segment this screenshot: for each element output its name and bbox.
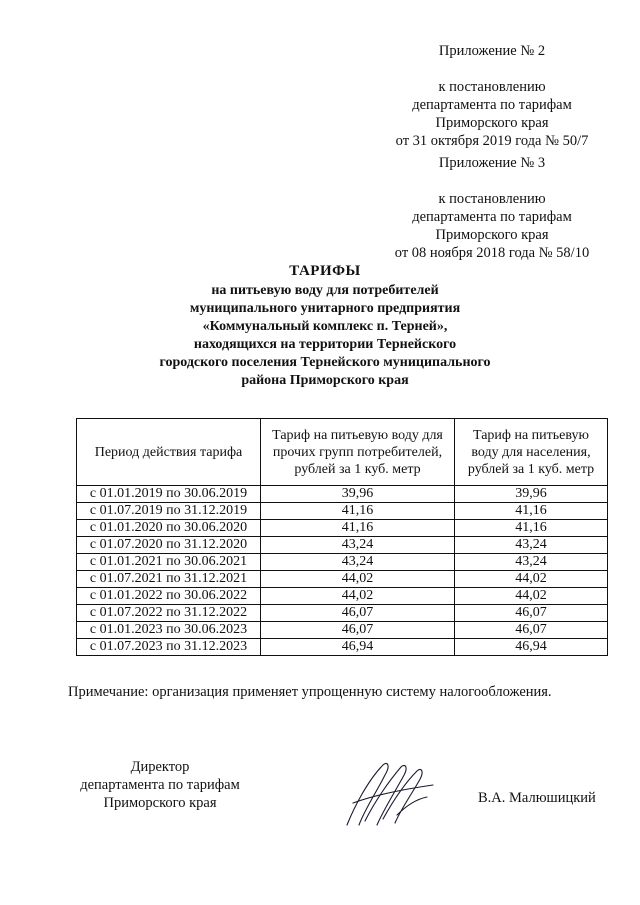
handwritten-signature	[335, 755, 445, 833]
cell-period: с 01.01.2019 по 30.06.2019	[77, 486, 261, 503]
title-line: муниципального унитарного предприятия	[189, 301, 461, 316]
cell-tariff-other: 46,07	[261, 605, 455, 622]
cell-tariff-other: 39,96	[261, 486, 455, 503]
cell-tariff-other: 46,07	[261, 622, 455, 639]
table-row	[77, 588, 608, 605]
position-line: Директор	[130, 759, 190, 775]
table-row	[77, 554, 608, 571]
cell-tariff-other: 44,02	[261, 571, 455, 588]
appendix-line: к постановлению	[438, 191, 546, 207]
cell-tariff-other: 41,16	[261, 503, 455, 520]
table-row	[77, 605, 608, 622]
position-line: департамента по тарифам	[80, 777, 240, 793]
header-period: Период действия тарифа	[77, 419, 261, 486]
cell-tariff-population: 43,24	[455, 537, 608, 554]
title-line: на питьевую воду для потребителей	[211, 283, 439, 298]
table-row	[77, 537, 608, 554]
cell-period: с 01.01.2022 по 30.06.2022	[77, 588, 261, 605]
note-text: Примечание: организация применяет упрощенную систему налогообложения.	[68, 684, 552, 700]
title-line: находящихся на территории Тернейского	[193, 337, 457, 352]
cell-tariff-other: 46,94	[261, 639, 455, 656]
document-title	[110, 262, 540, 390]
cell-period: с 01.07.2023 по 31.12.2023	[77, 639, 261, 656]
appendix-line: от 08 ноября 2018 года № 58/10	[394, 245, 590, 261]
cell-tariff-other: 43,24	[261, 554, 455, 571]
cell-tariff-population: 44,02	[455, 571, 608, 588]
cell-period: с 01.07.2021 по 31.12.2021	[77, 571, 261, 588]
cell-tariff-population: 46,07	[455, 622, 608, 639]
cell-tariff-population: 43,24	[455, 554, 608, 571]
appendix-line: департамента по тарифам	[412, 97, 572, 113]
cell-period: с 01.01.2021 по 30.06.2021	[77, 554, 261, 571]
title-main: ТАРИФЫ	[289, 263, 361, 279]
table-row	[77, 486, 608, 503]
cell-tariff-population: 41,16	[455, 520, 608, 537]
cell-tariff-other: 44,02	[261, 588, 455, 605]
title-line: района Приморского края	[241, 373, 409, 388]
table-row	[77, 639, 608, 656]
tariff-table	[76, 418, 608, 656]
cell-period: с 01.07.2020 по 31.12.2020	[77, 537, 261, 554]
cell-tariff-other: 43,24	[261, 537, 455, 554]
signer-name: В.А. Малюшицкий	[478, 790, 596, 806]
cell-period: с 01.07.2022 по 31.12.2022	[77, 605, 261, 622]
cell-tariff-population: 46,07	[455, 605, 608, 622]
cell-tariff-population: 39,96	[455, 486, 608, 503]
appendix-line: к постановлению	[438, 79, 546, 95]
title-line: городского поселения Тернейского муниципального	[159, 355, 491, 370]
appendix-title: Приложение № 2	[438, 43, 546, 59]
appendix-line: Приморского края	[435, 227, 549, 243]
appendix-block-2	[382, 154, 602, 262]
table-header-row	[77, 419, 608, 486]
cell-tariff-population: 44,02	[455, 588, 608, 605]
table-row	[77, 503, 608, 520]
appendix-line: департамента по тарифам	[412, 209, 572, 225]
cell-tariff-population: 41,16	[455, 503, 608, 520]
appendix-line: от 31 октября 2019 года № 50/7	[395, 133, 589, 149]
appendix-line: Приморского края	[435, 115, 549, 131]
cell-period: с 01.01.2020 по 30.06.2020	[77, 520, 261, 537]
position-line: Приморского края	[103, 795, 217, 811]
header-tariff-population: Тариф на питьевую воду для населения, рублей за 1 куб. метр	[455, 419, 608, 486]
cell-tariff-other: 41,16	[261, 520, 455, 537]
appendix-title: Приложение № 3	[438, 155, 546, 171]
appendix-block-1	[382, 42, 602, 150]
cell-tariff-population: 46,94	[455, 639, 608, 656]
cell-period: с 01.01.2023 по 30.06.2023	[77, 622, 261, 639]
cell-period: с 01.07.2019 по 31.12.2019	[77, 503, 261, 520]
signer-position	[70, 758, 250, 812]
title-line: «Коммунальный комплекс п. Терней»,	[202, 319, 448, 334]
header-tariff-other: Тариф на питьевую воду для прочих групп потребителей, рублей за 1 куб. метр	[261, 419, 455, 486]
table-row	[77, 622, 608, 639]
table-row	[77, 520, 608, 537]
table-row	[77, 571, 608, 588]
